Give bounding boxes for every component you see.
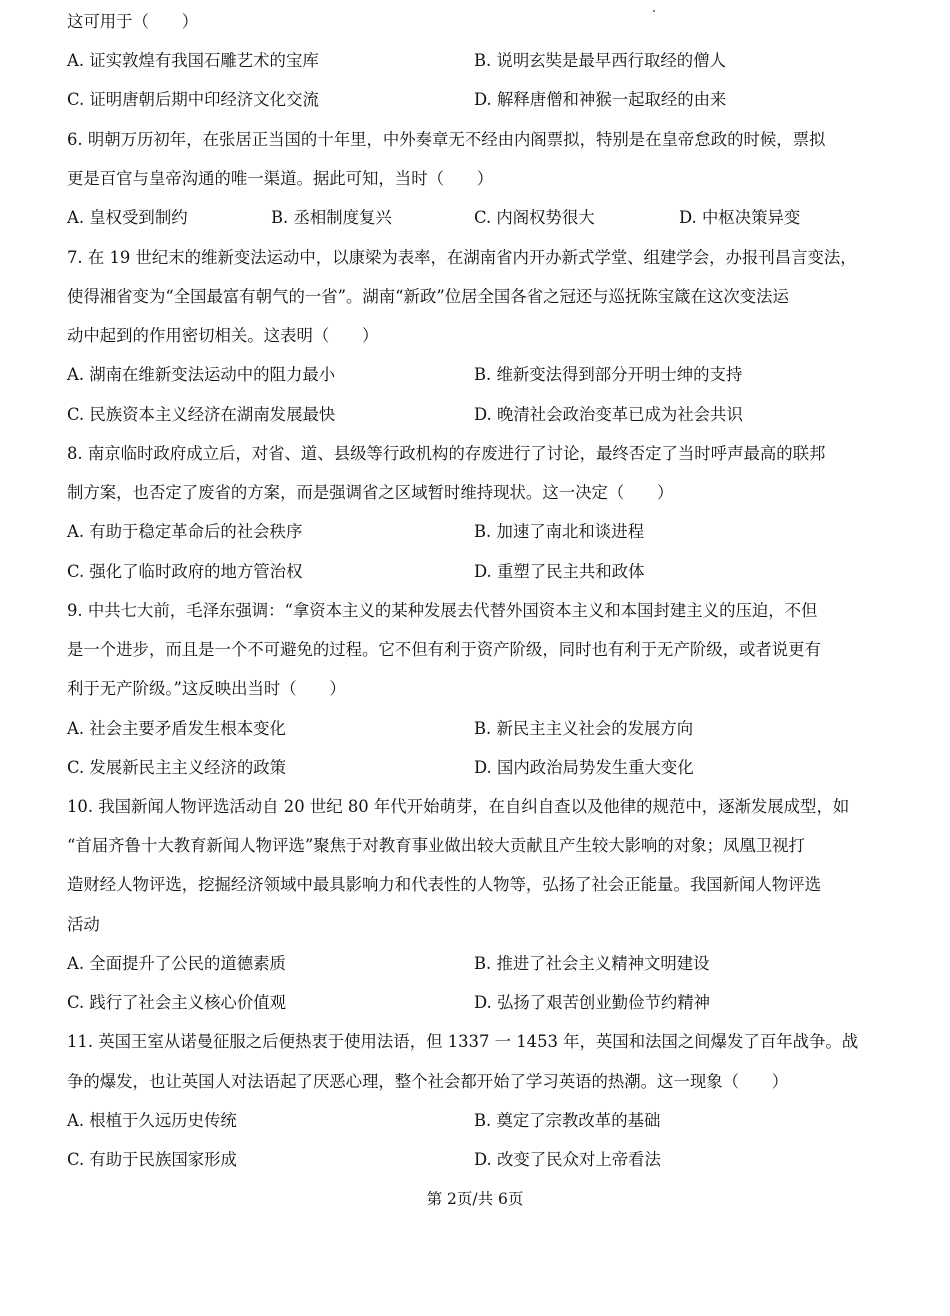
q5-option-d: D. 解释唐僧和神猴一起取经的由来 bbox=[474, 90, 727, 109]
q5-option-b: B. 说明玄奘是最早西行取经的僧人 bbox=[474, 51, 726, 70]
q9-stem-line-3: 利于无产阶级。”这反映出当时（ ） bbox=[67, 679, 346, 698]
q5-stem-line-1: 这可用于（ ） bbox=[67, 12, 199, 31]
q6-option-d: D. 中枢决策异变 bbox=[679, 208, 801, 227]
q11-option-c: C. 有助于民族国家形成 bbox=[67, 1150, 237, 1169]
q10-option-d: D. 弘扬了艰苦创业勤俭节约精神 bbox=[474, 993, 711, 1012]
q5-option-c: C. 证明唐朝后期中印经济文化交流 bbox=[67, 90, 319, 109]
q10-option-c: C. 践行了社会主义核心价值观 bbox=[67, 993, 287, 1012]
q8-option-d: D. 重塑了民主共和政体 bbox=[474, 562, 645, 581]
q8-option-c: C. 强化了临时政府的地方管治权 bbox=[67, 562, 303, 581]
q9-option-c: C. 发展新民主主义经济的政策 bbox=[67, 758, 287, 777]
q11-option-d: D. 改变了民众对上帝看法 bbox=[474, 1150, 661, 1169]
q9-option-a: A. 社会主要矛盾发生根本变化 bbox=[67, 719, 286, 738]
q8-option-a: A. 有助于稳定革命后的社会秩序 bbox=[67, 522, 303, 541]
q8-stem-line-2: 制方案，也否定了废省的方案，而是强调省之区域暂时维持现状。这一决定（ ） bbox=[67, 483, 674, 502]
q7-stem-line-3: 动中起到的作用密切相关。这表明（ ） bbox=[67, 326, 379, 345]
q7-option-a: A. 湖南在维新变法运动中的阻力最小 bbox=[67, 365, 336, 384]
q8-option-b: B. 加速了南北和谈进程 bbox=[474, 522, 644, 541]
q7-stem-line-2: 使得湘省变为“全国最富有朝气的一省”。湖南“新政”位居全国各省之冠还与巡抚陈宝箴在这次变法运 bbox=[67, 287, 789, 306]
q10-stem-line-1: 10. 我国新闻人物评选活动自 20 世纪 80 年代开始萌芽，在自纠自查以及他律的规范中，逐渐发展成型，如 bbox=[67, 797, 850, 816]
q11-option-b: B. 奠定了宗教改革的基础 bbox=[474, 1111, 661, 1130]
q10-stem-line-3: 造财经人物评选，挖掘经济领域中最具影响力和代表性的人物等，弘扬了社会正能量。我国新闻人物评选 bbox=[67, 875, 821, 894]
q11-option-a: A. 根植于久远历史传统 bbox=[67, 1111, 237, 1130]
q9-stem-line-2: 是一个进步，而且是一个不可避免的过程。它不但有利于资产阶级，同时也有利于无产阶级，或者说更有 bbox=[67, 640, 821, 659]
q6-option-c: C. 内阁权势很大 bbox=[474, 208, 595, 227]
page-number: 第 2页/共 6页 bbox=[426, 1190, 524, 1208]
q7-option-c: C. 民族资本主义经济在湖南发展最快 bbox=[67, 405, 336, 424]
q6-option-a: A. 皇权受到制约 bbox=[67, 208, 188, 227]
q9-option-b: B. 新民主主义社会的发展方向 bbox=[474, 719, 694, 738]
q6-stem-line-1: 6. 明朝万历初年，在张居正当国的十年里，中外奏章无不经由内阁票拟，特别是在皇帝怠政的时候，票拟 bbox=[67, 130, 826, 149]
q10-stem-line-4: 活动 bbox=[67, 915, 100, 934]
q7-stem-line-1: 7. 在 19 世纪末的维新变法运动中，以康梁为表率，在湖南省内开办新式学堂、组建学会，办报刊昌言变法， bbox=[67, 248, 857, 267]
q6-option-b: B. 丞相制度复兴 bbox=[271, 208, 392, 227]
q8-stem-line-1: 8. 南京临时政府成立后，对省、道、县级等行政机构的存废进行了讨论，最终否定了当时呼声最高的联邦 bbox=[67, 444, 826, 463]
q7-option-d: D. 晚清社会政治变革已成为社会共识 bbox=[474, 405, 743, 424]
q11-stem-line-2: 争的爆发，也让英国人对法语起了厌恶心理，整个社会都开始了学习英语的热潮。这一现象（ ） bbox=[67, 1072, 789, 1091]
q11-stem-line-1: 11. 英国王室从诺曼征服之后便热衷于使用法语，但 1337 一 1453 年，英国和法国之间爆发了百年战争。战 bbox=[67, 1032, 859, 1051]
q9-option-d: D. 国内政治局势发生重大变化 bbox=[474, 758, 694, 777]
q9-stem-line-1: 9. 中共七大前，毛泽东强调：“拿资本主义的某种发展去代替外国资本主义和本国封建主义的压迫，不但 bbox=[67, 601, 818, 620]
q6-stem-line-2: 更是百官与皇帝沟通的唯一渠道。据此可知，当时（ ） bbox=[67, 169, 494, 188]
q10-option-b: B. 推进了社会主义精神文明建设 bbox=[474, 954, 710, 973]
q5-option-a: A. 证实敦煌有我国石雕艺术的宝库 bbox=[67, 51, 319, 70]
q10-option-a: A. 全面提升了公民的道德素质 bbox=[67, 954, 286, 973]
q7-option-b: B. 维新变法得到部分开明士绅的支持 bbox=[474, 365, 743, 384]
q10-stem-line-2: “首届齐鲁十大教育新闻人物评选”聚焦于对教育事业做出较大贡献且产生较大影响的对象；凤凰卫视打 bbox=[67, 836, 805, 855]
